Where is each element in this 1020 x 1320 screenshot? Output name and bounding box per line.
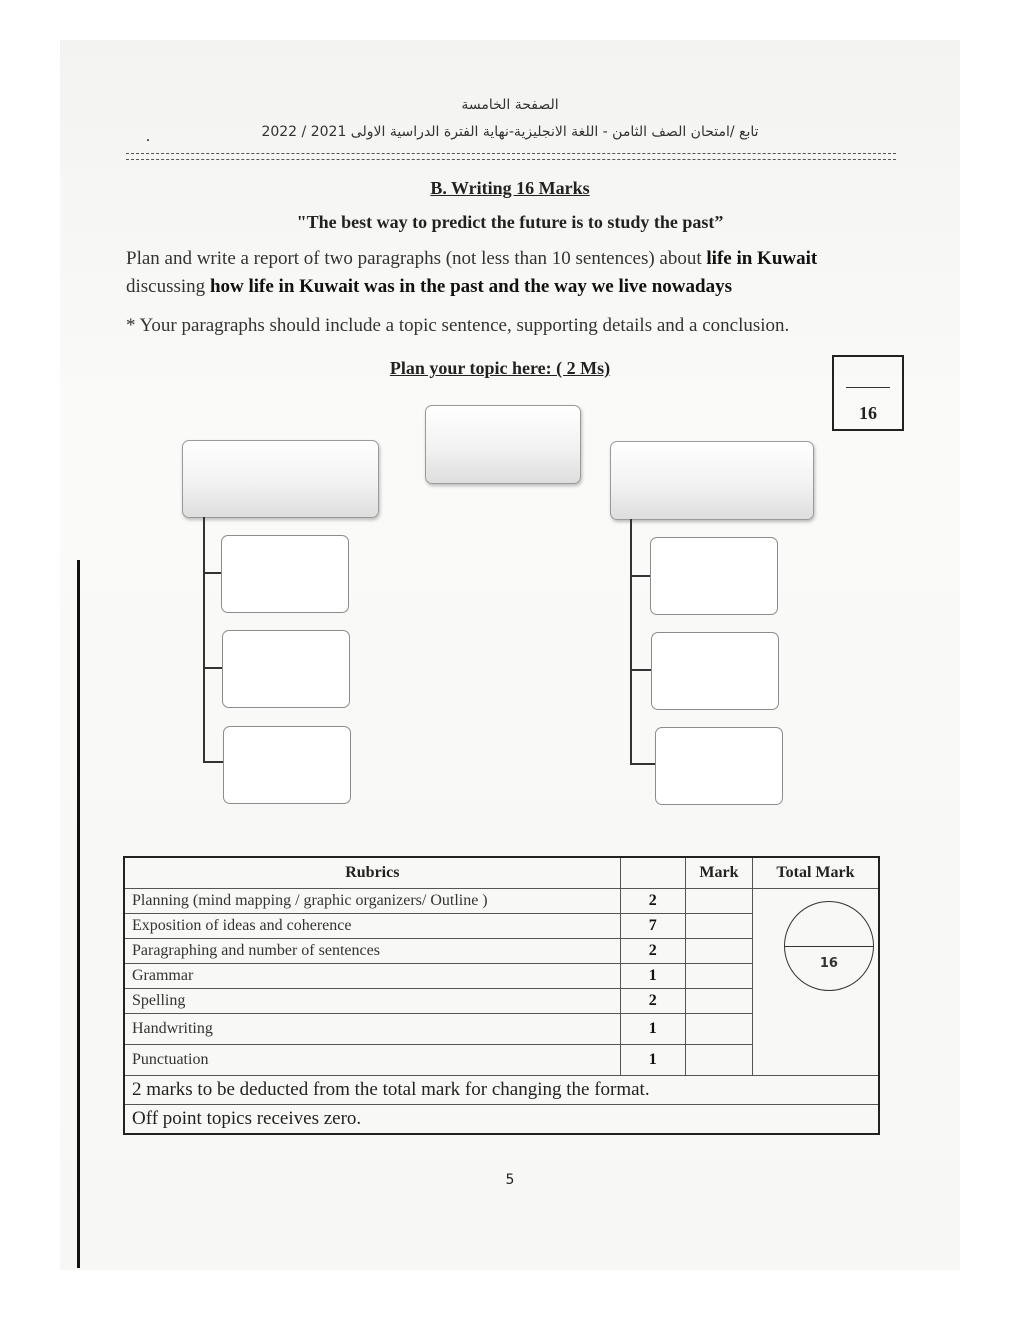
organizer-right-connector bbox=[630, 519, 632, 764]
organizer-past-heading-box[interactable] bbox=[182, 440, 379, 518]
rubric-label: Planning (mind mapping / graphic organizers/ Outline ) bbox=[124, 889, 620, 914]
score-total: 16 bbox=[859, 403, 877, 423]
organizer-right-branch-3 bbox=[630, 763, 656, 765]
rubric-points: 1 bbox=[620, 1014, 685, 1045]
organizer-past-detail-1[interactable] bbox=[221, 535, 349, 613]
table-row bbox=[124, 889, 879, 914]
organizer-left-branch-3 bbox=[203, 761, 223, 763]
plan-title: Plan your topic here: ( 2 Ms) bbox=[389, 358, 611, 378]
rubric-label: Punctuation bbox=[124, 1045, 620, 1076]
rubric-mark-cell[interactable] bbox=[685, 914, 752, 939]
header-dot: . bbox=[146, 128, 150, 145]
total-mark-circle[interactable] bbox=[784, 901, 874, 991]
organizer-present-heading-box[interactable] bbox=[610, 441, 814, 520]
instruction-bold-1: life in Kuwait bbox=[706, 248, 818, 269]
organizer-left-branch-2 bbox=[203, 667, 222, 669]
rubric-points: 1 bbox=[620, 964, 685, 989]
rubric-mark-cell[interactable] bbox=[685, 939, 752, 964]
organizer-left-branch-1 bbox=[203, 572, 222, 574]
page-label: الصفحة الخامسة bbox=[461, 97, 559, 113]
organizer-topic-box[interactable] bbox=[425, 405, 581, 484]
rubric-label: Handwriting bbox=[124, 1014, 620, 1045]
rubric-label: Spelling bbox=[124, 989, 620, 1014]
rubric-mark-cell[interactable] bbox=[685, 989, 752, 1014]
exam-title: تابع /امتحان الصف الثامن - اللغة الانجليزية-نهاية الفترة الدراسية الاولى 2021 / 2022 bbox=[261, 124, 759, 140]
organizer-present-detail-1[interactable] bbox=[650, 537, 778, 615]
page-number: 5 bbox=[505, 1172, 515, 1188]
rubric-points: 2 bbox=[620, 889, 685, 914]
mark-header: Mark bbox=[685, 857, 752, 889]
quote: "The best way to predict the future is to study the past” bbox=[296, 212, 724, 232]
organizer-right-branch-1 bbox=[630, 575, 651, 577]
rubric-mark-cell[interactable] bbox=[685, 889, 752, 914]
off-topic-note: Off point topics receives zero. bbox=[124, 1105, 879, 1135]
rubric-label: Paragraphing and number of sentences bbox=[124, 939, 620, 964]
rubrics-header-row bbox=[124, 857, 879, 889]
organizer-present-detail-3[interactable] bbox=[655, 727, 783, 805]
instruction-bold-2: how life in Kuwait was in the past and the way we live nowadays bbox=[209, 276, 732, 297]
rubric-points: 2 bbox=[620, 939, 685, 964]
rubric-points: 2 bbox=[620, 989, 685, 1014]
paragraph-note: * Your paragraphs should include a topic sentence, supporting details and a conclusion. bbox=[126, 315, 790, 336]
organizer-present-detail-2[interactable] bbox=[651, 632, 779, 710]
total-mark-line bbox=[785, 946, 873, 947]
instruction-text-2: discussing bbox=[126, 276, 210, 297]
rubrics-header: Rubrics bbox=[124, 857, 620, 889]
rubric-mark-cell[interactable] bbox=[685, 964, 752, 989]
header-separator bbox=[126, 153, 896, 160]
instruction-text-1: Plan and write a report of two paragraphs (not less than 10 sentences) about bbox=[126, 248, 707, 269]
score-box bbox=[832, 355, 904, 431]
table-row bbox=[124, 1076, 879, 1105]
organizer-right-branch-2 bbox=[630, 669, 651, 671]
organizer-past-detail-2[interactable] bbox=[222, 630, 350, 708]
points-header bbox=[620, 857, 685, 889]
rubric-points: 1 bbox=[620, 1045, 685, 1076]
rubric-label: Grammar bbox=[124, 964, 620, 989]
score-line bbox=[846, 387, 890, 388]
organizer-left-connector bbox=[203, 517, 205, 762]
rubric-points: 7 bbox=[620, 914, 685, 939]
rubrics-table bbox=[123, 856, 880, 1135]
organizer-past-detail-3[interactable] bbox=[223, 726, 351, 804]
total-mark-value: 16 bbox=[819, 956, 838, 971]
page-edge-line bbox=[77, 560, 80, 1268]
total-mark-header: Total Mark bbox=[752, 857, 879, 889]
instructions bbox=[126, 245, 896, 301]
deduction-note: 2 marks to be deducted from the total mark for changing the format. bbox=[124, 1076, 879, 1105]
total-mark-cell bbox=[752, 889, 879, 1076]
table-row bbox=[124, 1105, 879, 1135]
section-title: B. Writing 16 Marks bbox=[430, 178, 590, 198]
rubric-mark-cell[interactable] bbox=[685, 1045, 752, 1076]
rubric-mark-cell[interactable] bbox=[685, 1014, 752, 1045]
rubric-label: Exposition of ideas and coherence bbox=[124, 914, 620, 939]
